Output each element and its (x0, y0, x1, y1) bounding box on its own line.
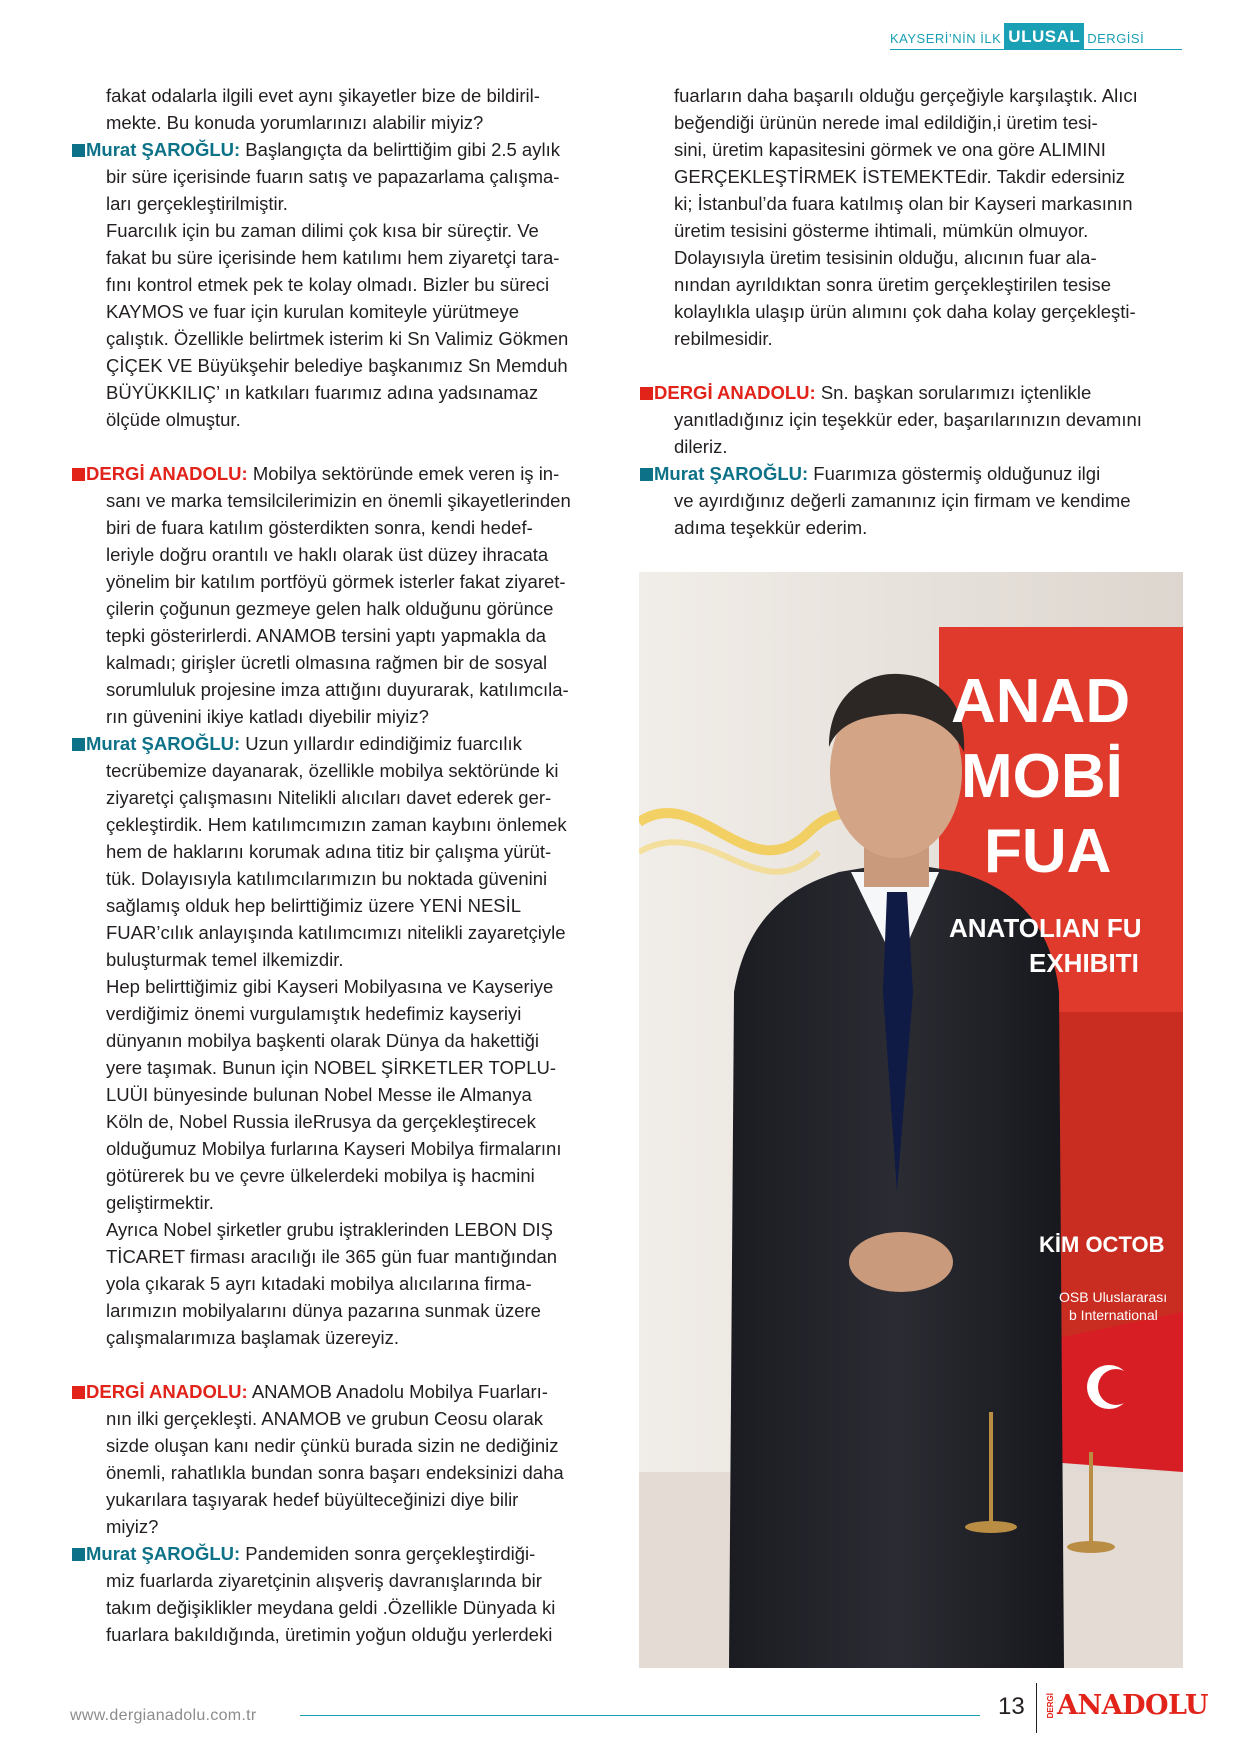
text-line: çalıştık. Özellikle belirtmek isterim ki Sn Valimiz Gökmen (106, 328, 569, 349)
text-line: fakat bu süre içerisinde hem katılımı hem ziyaretçi tara- (106, 247, 560, 268)
line-text: Başlangıçta da belirttiğim gibi 2.5 aylık (240, 139, 560, 160)
answer-block (70, 136, 618, 433)
header-pre: KAYSERİ’NİN İLK (890, 31, 1002, 46)
photo-illustration (639, 572, 1183, 1668)
text-line (86, 460, 618, 487)
text-line: TİCARET firması aracılığı ile 365 gün fuar mantığından (106, 1246, 558, 1267)
right-column (638, 82, 1180, 541)
text-line: kalmadı; girişler ücretli olmasına rağmen bir de sosyal (106, 652, 548, 673)
text-line: Fuarcılık için bu zaman dilimi çok kısa bir süreçtir. Ve (106, 220, 539, 241)
speaker-name: Murat ŞAROĞLU: (86, 733, 241, 754)
banner-osb: OSB Uluslararası (1059, 1289, 1168, 1305)
footer-url[interactable]: www.dergianadolu.com.tr (70, 1707, 257, 1724)
magazine-header (890, 22, 1144, 50)
text-line: miyiz? (106, 1516, 159, 1537)
speaker-name: DERGİ ANADOLU: (86, 463, 248, 484)
banner-date: KİM OCTOB (1039, 1232, 1165, 1257)
text-line: verdiğimiz önemi vurgulamıştık hedefimiz kayseriyi (106, 1003, 522, 1024)
text-line: Dolayısıyla üretim tesisinin olduğu, alıcının fuar ala- (674, 247, 1097, 268)
text-line: nın ilki gerçekleşti. ANAMOB ve grubun Ceosu olarak (106, 1408, 544, 1429)
speaker-marker-icon (72, 738, 85, 751)
text-line: LUÜI bünyesinde bulunan Nobel Messe ile Almanya (106, 1084, 532, 1105)
footer-rule (300, 1715, 980, 1716)
line-text: Uzun yıllardır edindiğimiz fuarcılık (240, 733, 522, 754)
text-line: bir süre içerisinde fuarın satış ve papazarlama çalışma- (106, 166, 560, 187)
text-line: dünyanın mobilya başkenti olarak Dünya da hakettiği (106, 1030, 539, 1051)
text-line: hem de haklarını korumak adına titiz bir çalışma yürüt- (106, 841, 552, 862)
banner-text-3: FUA (984, 817, 1112, 886)
text-line: KAYMOS ve fuar için kurulan komiteyle yürütmeye (106, 301, 519, 322)
text-line: mekte. Bu konuda yorumlarınızı alabilir miyiz? (106, 112, 484, 133)
text-line: üretim tesisini gösterme ihtimali, mümkün olmuyor. (674, 220, 1089, 241)
banner-text-1: ANAD (951, 667, 1131, 736)
left-column (70, 82, 618, 1648)
logo-small-text: DERGİ (1046, 1692, 1055, 1719)
text-line: geliştirmektir. (106, 1192, 214, 1213)
text-line: rebilmesidir. (674, 328, 773, 349)
text-line: BÜYÜKKILIÇ’ ın katkıları fuarımız adına yadsınamaz (106, 382, 539, 403)
header-highlight: ULUSAL (1004, 23, 1084, 50)
logo-big-text: ANADOLU (1057, 1690, 1209, 1721)
speaker-marker-icon (72, 468, 85, 481)
spacer (638, 352, 1180, 379)
banner-osb-2: b International (1069, 1307, 1158, 1323)
spacer (70, 433, 618, 460)
banner-text-2: MOBİ (961, 742, 1123, 811)
text-line: olduğumuz Mobilya furlarına Kayseri Mobilya firmalarını (106, 1138, 562, 1159)
question-block (638, 379, 1180, 460)
footer-divider (1036, 1683, 1037, 1733)
text-line: larımızın mobilyalarını dünya pazarına sunmak üzere (106, 1300, 541, 1321)
text-line: tük. Dolayısıyla katılımcılarımızın bu noktada güvenini (106, 868, 548, 889)
spacer (70, 1351, 618, 1378)
portrait-photo (639, 572, 1183, 1668)
answer-block (638, 460, 1180, 541)
text-line: ölçüde olmuştur. (106, 409, 241, 430)
line-text: Sn. başkan sorularımızı içtenlikle (815, 382, 1092, 403)
paragraph (638, 82, 1180, 352)
text-line: rın güvenini ikiye katladı diyebilir miyiz? (106, 706, 429, 727)
speaker-name: Murat ŞAROĞLU: (86, 1543, 241, 1564)
question-block (70, 1378, 618, 1540)
banner-sub-2: EXHIBITI (1029, 948, 1139, 978)
speaker-name: Murat ŞAROĞLU: (86, 139, 241, 160)
speaker-name: Murat ŞAROĞLU: (654, 463, 809, 484)
text-line: sanı ve marka temsilcilerimizin en önemli şikayetlerinden (106, 490, 571, 511)
text-line: yanıtladığınız için teşekkür eder, başarılarınızın devamını (674, 409, 1142, 430)
text-line: ları gerçekleştirilmiştir. (106, 193, 288, 214)
line-text: Mobilya sektöründe emek veren iş in- (247, 463, 560, 484)
text-line: sini, üretim kapasitesini görmek ve ona göre ALIMINI (674, 139, 1106, 160)
speaker-marker-icon (72, 1386, 85, 1399)
text-line: tepki gösterirlerdi. ANAMOB tersini yaptı yapmakla da (106, 625, 547, 646)
banner-sub-1: ANATOLIAN FU (949, 913, 1142, 943)
text-line: yönelim bir katılım portföyü görmek isterler fakat ziyaret- (106, 571, 566, 592)
text-line: kolaylıkla ulaşıp ürün alımını çok daha kolay gerçekleşti- (674, 301, 1136, 322)
text-line: GERÇEKLEŞTİRMEK İSTEMEKTEdir. Takdir edersiniz (674, 166, 1125, 187)
question-block (70, 460, 618, 730)
header-rule (890, 49, 1182, 50)
text-line: çekleştirdik. Hem katılımcımızın zaman kaybını önlemek (106, 814, 567, 835)
speaker-marker-icon (640, 468, 653, 481)
speaker-name: DERGİ ANADOLU: (654, 382, 816, 403)
text-line: ve ayırdığınız değerli zamanınız için firmam ve kendime (674, 490, 1131, 511)
text-line: miz fuarlarda ziyaretçinin alışveriş davranışlarında bir (106, 1570, 542, 1591)
speaker-marker-icon (72, 144, 85, 157)
answer-block (70, 730, 618, 1351)
text-line: sizde oluşan kanı nedir çünkü burada sizin ne dediğiniz (106, 1435, 559, 1456)
text-line (86, 1540, 618, 1567)
text-line: biri de fuara katılım gösterdikten sonra, kendi hedef- (106, 517, 533, 538)
text-line: dileriz. (674, 436, 728, 457)
header-post: DERGİSİ (1087, 31, 1145, 46)
text-line: çalışmalarımıza başlamak üzereyiz. (106, 1327, 400, 1348)
text-line: fını kontrol etmek pek te kolay olmadı. Bizler bu süreci (106, 274, 550, 295)
line-text: ANAMOB Anadolu Mobilya Fuarları- (247, 1381, 548, 1402)
text-line: yukarılara taşıyarak hedef büyülteceğinizi diye bilir (106, 1489, 519, 1510)
text-line (86, 730, 618, 757)
text-line: götürerek bu ve çevre ülkelerdeki mobilya iş hacmini (106, 1165, 535, 1186)
text-line: yola çıkarak 5 ayrı kıtadaki mobilya alıcılarına firma- (106, 1273, 532, 1294)
text-line: Ayrıca Nobel şirketler grubu iştraklerinden LEBON DIŞ (106, 1219, 553, 1240)
line-text: Fuarımıza göstermiş olduğunuz ilgi (808, 463, 1101, 484)
text-line: takım değişiklikler meydana geldi .Özellikle Dünyada ki (106, 1597, 556, 1618)
answer-block (70, 1540, 618, 1648)
text-line: fuarlara bakıldığında, üretimin yoğun olduğu yerlerdeki (106, 1624, 553, 1645)
text-line (86, 1378, 618, 1405)
text-line: ki; İstanbul’da fuara katılmış olan bir Kayseri markasının (674, 193, 1133, 214)
text-line: çilerin çoğunun gezmeye gelen halk olduğunu görünce (106, 598, 554, 619)
text-line (654, 460, 1180, 487)
text-line: FUAR’cılık anlayışında katılımcımızı nitelikli zayaretçiyle (106, 922, 566, 943)
text-line (86, 136, 618, 163)
page-number: 13 (998, 1693, 1025, 1720)
text-line: tecrübemize dayanarak, özellikle mobilya sektöründe ki (106, 760, 559, 781)
magazine-logo (1046, 1690, 1208, 1721)
text-line: leriyle doğru orantılı ve haklı olarak üst düzey ihracata (106, 544, 549, 565)
text-line: fuarların daha başarılı olduğu gerçeğiyle karşılaştık. Alıcı (674, 85, 1138, 106)
text-line: nından ayrıldıktan sonra üretim gerçekleştirilen tesise (674, 274, 1112, 295)
speaker-marker-icon (640, 387, 653, 400)
text-line: beğendiği ürünün nerede imal edildiğin,i üretim tesi- (674, 112, 1098, 133)
text-line: ÇİÇEK VE Büyükşehir belediye başkanımız Sn Memduh (106, 355, 568, 376)
text-line (654, 379, 1180, 406)
text-line: ziyaretçi çalışmasını Nitelikli alıcıları davet ederek ger- (106, 787, 552, 808)
line-text: Pandemiden sonra gerçekleştirdiği- (240, 1543, 536, 1564)
text-line: Köln de, Nobel Russia ileRrusya da gerçekleştirecek (106, 1111, 536, 1132)
text-line: sorumluluk projesine imza attığını duyurarak, katılımcıla- (106, 679, 569, 700)
text-line: sağlamış olduk hep belirttiğimiz üzere YENİ NESİL (106, 895, 522, 916)
speaker-marker-icon (72, 1548, 85, 1561)
text-line: fakat odalarla ilgili evet aynı şikayetler bize de bildiril- (106, 85, 540, 106)
text-line: buluşturmak temel ilkemizdir. (106, 949, 344, 970)
text-line: yere taşımak. Bunun için NOBEL ŞİRKETLER TOPLU- (106, 1057, 556, 1078)
text-line: Hep belirttiğimiz gibi Kayseri Mobilyasına ve Kayseriye (106, 976, 554, 997)
paragraph (70, 82, 618, 136)
speaker-name: DERGİ ANADOLU: (86, 1381, 248, 1402)
text-line: adıma teşekkür ederim. (674, 517, 868, 538)
text-line: önemli, rahatlıkla bundan sonra başarı endeksinizi daha (106, 1462, 564, 1483)
